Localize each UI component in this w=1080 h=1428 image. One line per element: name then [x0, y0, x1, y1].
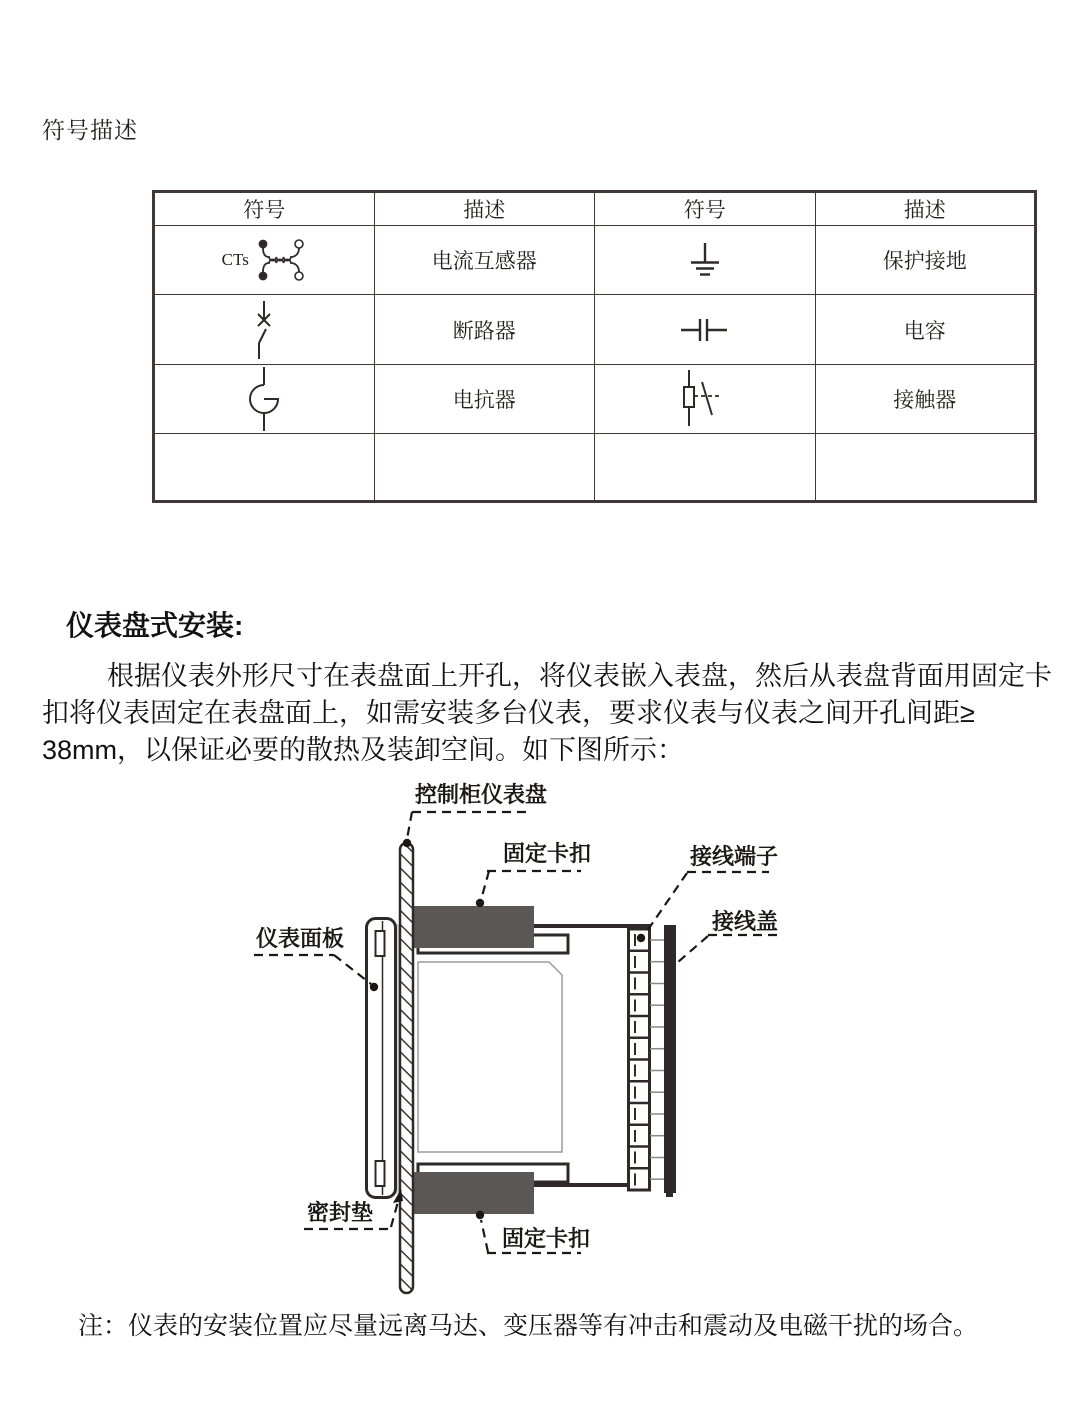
ct-coils-icon	[255, 237, 307, 283]
label-control-panel-board: 控制柜仪表盘	[415, 782, 548, 807]
label-fixing-clip-top: 固定卡扣	[503, 841, 592, 866]
capacitor-icon	[681, 317, 729, 343]
front-panel-leader-dot	[370, 983, 378, 991]
reactor-symbol	[155, 365, 374, 433]
earth-icon	[689, 241, 721, 279]
terminal-divider-column	[650, 940, 664, 1179]
wiring-terminal-leader-dot	[637, 934, 645, 942]
contactor-symbol	[595, 370, 815, 428]
current-transformer-symbol	[155, 237, 374, 283]
symbol-section-title: 符号描述	[42, 118, 138, 143]
col-header-symbol-2: 符号	[595, 192, 816, 226]
symbol-desc: 电流互感器	[374, 226, 595, 295]
table-row	[154, 295, 1036, 365]
fixing-clip-bottom	[412, 1172, 534, 1214]
fixing-clip-top-leader-dot	[476, 899, 484, 907]
label-meter-front-panel: 仪表面板	[256, 926, 345, 951]
panel-board-leader-dot	[403, 839, 411, 847]
wiring-cover-leader	[678, 936, 708, 962]
circuit-breaker-symbol	[155, 299, 374, 361]
ct-label: CTs	[221, 250, 249, 269]
table-row-empty	[154, 434, 1036, 502]
fixing-clip-bottom-leader-dot	[476, 1211, 484, 1219]
label-fixing-clip-bottom: 固定卡扣	[502, 1226, 591, 1251]
fixing-clip-bottom-leader	[481, 1220, 488, 1252]
label-sealing-gasket: 密封垫	[307, 1200, 374, 1225]
terminal-cover-bar	[664, 925, 676, 1193]
symbol-table	[152, 190, 1037, 503]
panel-board-leader	[407, 812, 412, 839]
contactor-icon	[677, 370, 733, 428]
capacitor-symbol	[595, 317, 815, 343]
installation-note: 注：仪表的安装位置应尽量远离马达、变压器等有冲击和震动及电磁干扰的场合。	[78, 1312, 979, 1340]
symbol-desc: 接触器	[815, 365, 1036, 434]
reactor-icon	[244, 365, 284, 433]
symbol-desc: 电抗器	[374, 365, 595, 434]
table-row	[154, 365, 1036, 434]
symbol-desc: 断路器	[374, 295, 595, 365]
install-heading: 仪表盘式安装:	[66, 610, 244, 641]
col-header-desc-1: 描述	[374, 192, 595, 226]
label-wiring-cover: 接线盖	[712, 909, 779, 934]
table-header-row	[154, 192, 1036, 226]
paragraph-line: 38mm，以保证必要的散热及装卸空间。如下图所示：	[42, 735, 685, 765]
table-row	[154, 226, 1036, 295]
fixing-clip-top	[412, 906, 534, 948]
install-paragraph	[42, 658, 1062, 769]
symbol-desc: 电容	[815, 295, 1036, 365]
fixing-clip-top-leader	[481, 871, 489, 900]
paragraph-line: 根据仪表外形尺寸在表盘面上开孔，将仪表嵌入表盘，然后从表盘背面用固定卡	[107, 661, 1052, 691]
meter-body-window	[418, 962, 562, 1152]
protective-earth-symbol	[595, 241, 815, 279]
installation-diagram	[240, 770, 820, 1305]
control-panel-board	[400, 843, 413, 1293]
breaker-icon	[249, 299, 279, 361]
wiring-terminal-leader	[645, 873, 687, 934]
meter-front-bezel	[367, 919, 396, 1198]
paragraph-line: 扣将仪表固定在表盘面上，如需安装多台仪表，要求仪表与仪表之间开孔间距≥	[42, 698, 975, 728]
terminal-cover-nub	[666, 1193, 673, 1197]
symbol-desc: 保护接地	[815, 226, 1036, 295]
col-header-desc-2: 描述	[815, 192, 1036, 226]
col-header-symbol-1: 符号	[154, 192, 375, 226]
terminal-strip	[628, 929, 650, 1190]
label-wiring-terminal: 接线端子	[690, 844, 779, 869]
